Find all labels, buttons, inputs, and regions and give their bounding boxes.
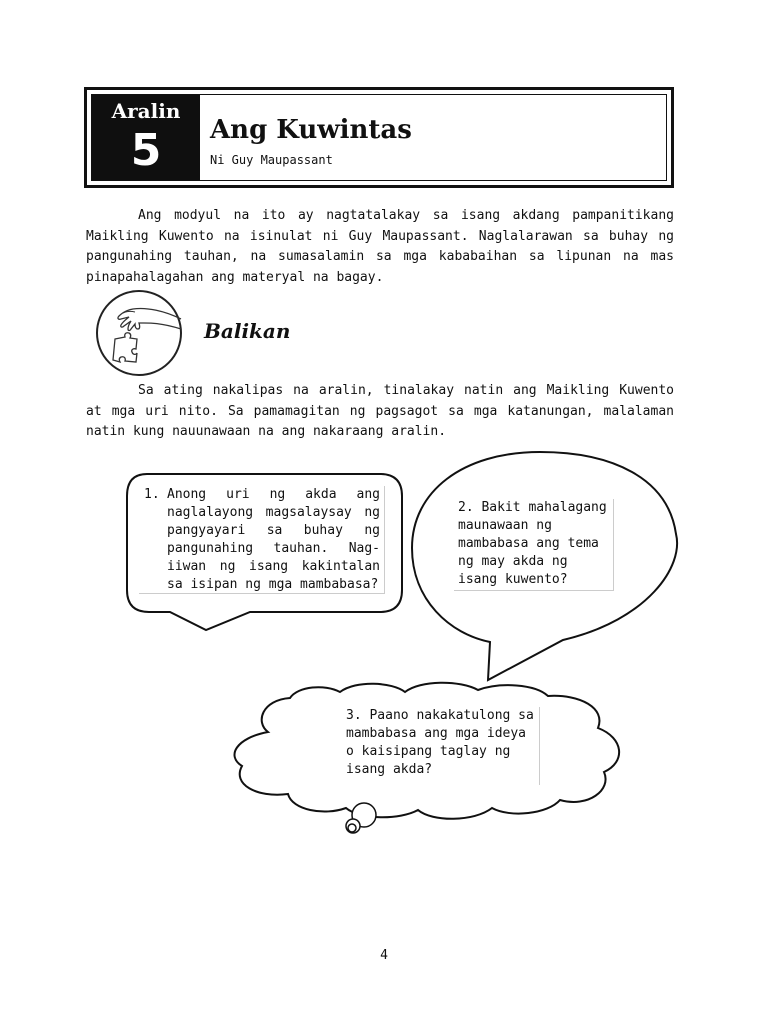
lesson-label: Aralin [111,99,181,123]
question-1 [139,486,385,594]
page-number: 4 [380,948,388,963]
question-1-number: 1. [144,487,160,502]
lesson-author: Ni Guy Maupassant [210,153,333,167]
thought-dot-small [348,824,356,832]
section-title-balikan: Balikan [204,319,291,343]
intro-paragraph: Ang modyul na ito ay nagtatalakay sa isang akdang pampanitikang Maikling Kuwento na isinulat ni Guy Maupassant. Naglalarawan sa buhay ng pangunahing tauhan, na sumasalamin sa mga kababaihan sa lipunan na mas pinapahalagahan ang materyal na bagay. [86,208,674,285]
lesson-number: 5 [130,125,162,176]
question-1-text: Anong uri ng akda ang naglalayong magsalaysay ng pangyayari sa buhay ng pangunahing tauhan. Nag-iiwan ng isang kakintalan sa isipan ng mga mambabasa? [167,487,380,592]
lesson-title: Ang Kuwintas [210,115,412,145]
question-2: 2. Bakit mahalagang maunawaan ng mambabasa ang tema ng may akda ng isang kuwento? [454,499,614,591]
review-paragraph: Sa ating nakalipas na aralin, tinalakay natin ang Maikling Kuwento at mga uri nito. Sa pamamagitan ng pagsagot sa mga katanungan, malalaman natin kung nauunawaan na ang nakaraang aralin. [86,383,674,439]
question-3: 3. Paano nakakatulong sa mambabasa ang mga ideya o kaisipang taglay ng isang akda? [342,707,540,785]
